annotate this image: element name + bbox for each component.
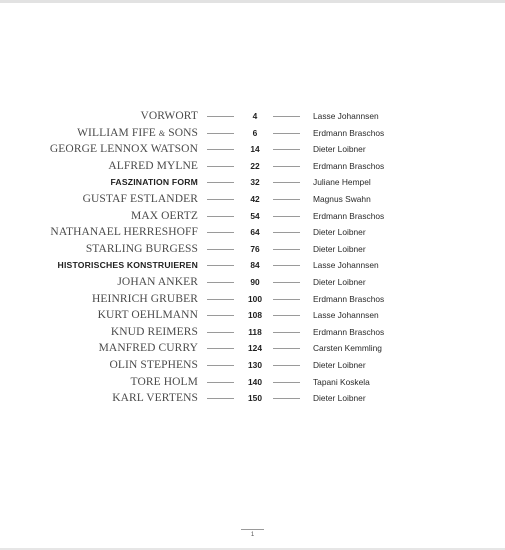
toc-title: VORWORT <box>140 110 198 122</box>
toc-title: JOHAN ANKER <box>117 275 198 288</box>
toc-entry-manfred-curry <box>0 340 505 357</box>
divider <box>207 332 234 333</box>
toc-title: MAX OERTZ <box>131 209 198 222</box>
divider <box>207 282 234 283</box>
toc-entry-olin-stephens <box>0 357 505 374</box>
divider <box>207 365 234 366</box>
divider <box>207 166 234 167</box>
divider <box>273 282 300 283</box>
toc-entry-william-fife <box>0 125 505 142</box>
divider <box>207 182 234 183</box>
divider <box>273 299 300 300</box>
toc-author: Erdmann Braschos <box>313 293 385 304</box>
toc-title: NATHANAEL HERRESHOFF <box>50 226 198 239</box>
toc-page-number: 6 <box>252 127 258 138</box>
toc-author: Dieter Loibner <box>313 359 366 370</box>
divider <box>207 299 234 300</box>
divider <box>273 249 300 250</box>
toc-title-part: WILLIAM FIFE <box>77 126 159 139</box>
toc-title: GUSTAF ESTLANDER <box>82 192 198 205</box>
toc-author: Juliane Hempel <box>313 177 371 188</box>
toc-page-number: 84 <box>250 260 260 271</box>
divider <box>273 166 300 167</box>
divider <box>207 265 234 266</box>
divider <box>273 116 300 117</box>
toc-author: Carsten Kemmling <box>313 343 382 354</box>
toc-page-number: 108 <box>248 310 262 321</box>
toc-page-number: 130 <box>248 359 262 370</box>
divider <box>207 199 234 200</box>
toc-page-number: 124 <box>248 343 262 354</box>
toc-entry-historisches-konstruieren <box>0 257 505 274</box>
toc-entry-heinrich-gruber <box>0 291 505 308</box>
divider <box>273 265 300 266</box>
toc-entry-johan-anker <box>0 274 505 291</box>
toc-page-number: 14 <box>250 144 260 155</box>
toc-entry-tore-holm <box>0 374 505 391</box>
divider <box>207 382 234 383</box>
divider <box>273 382 300 383</box>
toc-page-number: 100 <box>248 293 262 304</box>
toc-page-number: 140 <box>248 376 262 387</box>
toc-page-number: 76 <box>250 243 260 254</box>
divider <box>273 315 300 316</box>
toc-title: MANFRED CURRY <box>98 342 198 355</box>
toc-title: KARL VERTENS <box>112 392 198 405</box>
toc-entry-vorwort <box>0 108 505 125</box>
toc-entry-starling-burgess <box>0 241 505 258</box>
divider <box>207 216 234 217</box>
toc-title: TORE HOLM <box>130 375 198 388</box>
divider <box>207 116 234 117</box>
toc-author: Tapani Koskela <box>313 376 370 387</box>
toc-author: Dieter Loibner <box>313 276 366 287</box>
toc-author: Erdmann Braschos <box>313 127 385 138</box>
toc-section-title: FASZINATION FORM <box>110 177 198 188</box>
toc-title-part: SONS <box>165 126 198 139</box>
toc-title: STARLING BURGESS <box>85 242 198 255</box>
ampersand: & <box>158 128 166 138</box>
divider <box>273 348 300 349</box>
toc-author: Magnus Swahn <box>313 193 371 204</box>
toc-page-number: 54 <box>250 210 260 221</box>
divider <box>273 398 300 399</box>
toc-author: Erdmann Braschos <box>313 160 385 171</box>
footer-divider <box>241 529 264 530</box>
toc-author: Dieter Loibner <box>313 393 366 404</box>
toc-entry-kurt-oehlmann <box>0 307 505 324</box>
toc-author: Dieter Loibner <box>313 144 366 155</box>
toc-entry-max-oertz <box>0 208 505 225</box>
toc-page-number: 22 <box>250 160 260 171</box>
toc-entry-george-lennox-watson <box>0 141 505 158</box>
toc-author: Dieter Loibner <box>313 243 366 254</box>
toc-title: GEORGE LENNOX WATSON <box>49 143 198 156</box>
toc-entry-nathanael-herreshoff <box>0 224 505 241</box>
table-of-contents <box>0 108 505 407</box>
toc-title <box>77 125 198 142</box>
toc-title: ALFRED MYLNE <box>108 159 198 172</box>
toc-author: Lasse Johannsen <box>313 111 379 121</box>
divider <box>207 348 234 349</box>
divider <box>273 365 300 366</box>
divider <box>273 199 300 200</box>
divider <box>207 315 234 316</box>
top-border <box>0 0 505 3</box>
divider <box>207 232 234 233</box>
toc-page-number: 42 <box>250 193 260 204</box>
page-number: 1 <box>250 532 255 538</box>
toc-section-title: HISTORISCHES KONSTRUIEREN <box>57 260 198 271</box>
toc-page-number: 4 <box>252 111 258 121</box>
toc-author: Dieter Loibner <box>313 227 366 238</box>
toc-entry-knud-reimers <box>0 324 505 341</box>
toc-author: Erdmann Braschos <box>313 326 385 337</box>
divider <box>207 133 234 134</box>
toc-title: KNUD REIMERS <box>110 325 198 338</box>
divider <box>273 332 300 333</box>
toc-entry-faszination-form <box>0 174 505 191</box>
toc-entry-alfred-mylne <box>0 158 505 175</box>
toc-page-number: 32 <box>250 177 260 188</box>
divider <box>207 398 234 399</box>
divider <box>207 149 234 150</box>
toc-title: KURT OEHLMANN <box>97 309 198 322</box>
divider <box>273 216 300 217</box>
toc-author: Lasse Johannsen <box>313 260 379 271</box>
divider <box>273 133 300 134</box>
toc-title: HEINRICH GRUBER <box>92 292 198 305</box>
toc-page-number: 150 <box>248 393 262 404</box>
toc-title: OLIN STEPHENS <box>109 358 198 371</box>
toc-entry-karl-vertens <box>0 390 505 407</box>
divider <box>273 149 300 150</box>
toc-page-number: 90 <box>250 276 260 287</box>
toc-author: Lasse Johannsen <box>313 310 379 321</box>
divider <box>273 232 300 233</box>
toc-author: Erdmann Braschos <box>313 210 385 221</box>
divider <box>273 182 300 183</box>
divider <box>207 249 234 250</box>
toc-page-number: 118 <box>248 326 262 337</box>
toc-page-number: 64 <box>250 227 260 238</box>
toc-entry-gustaf-estlander <box>0 191 505 208</box>
